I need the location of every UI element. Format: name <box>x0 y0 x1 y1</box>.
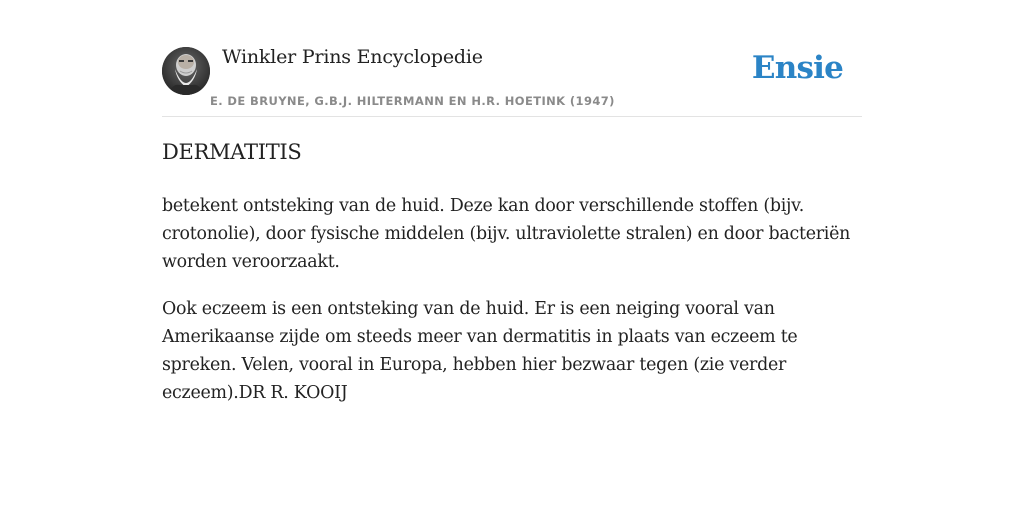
author-avatar[interactable] <box>162 47 210 95</box>
entry-paragraph-2: Ook eczeem is een ontsteking van de huid. Er is een neiging vooral van Amerikaanse zijde om steeds meer van dermatitis in plaats van eczeem te spreken. Velen, vooral in Europa, hebben hier bezwaar tegen (zie verder eczeem).DR R. KOOIJ <box>162 299 798 403</box>
entry-title: DERMATITIS <box>162 140 302 164</box>
source-header <box>162 44 862 117</box>
ensie-logo-link[interactable]: Ensie <box>751 50 843 86</box>
source-title[interactable]: Winkler Prins Encyclopedie <box>222 46 483 68</box>
source-authors: E. DE BRUYNE, G.B.J. HILTERMANN EN H.R. HOETINK (1947) <box>210 94 615 108</box>
author-portrait-icon <box>162 47 210 95</box>
entry-body <box>162 192 868 426</box>
entry-paragraph-1: betekent ontsteking van de huid. Deze kan door verschillende stoffen (bijv. crotonolie), door fysische middelen (bijv. ultraviolette stralen) en door bacteriën worden veroorzaakt. <box>162 196 851 272</box>
